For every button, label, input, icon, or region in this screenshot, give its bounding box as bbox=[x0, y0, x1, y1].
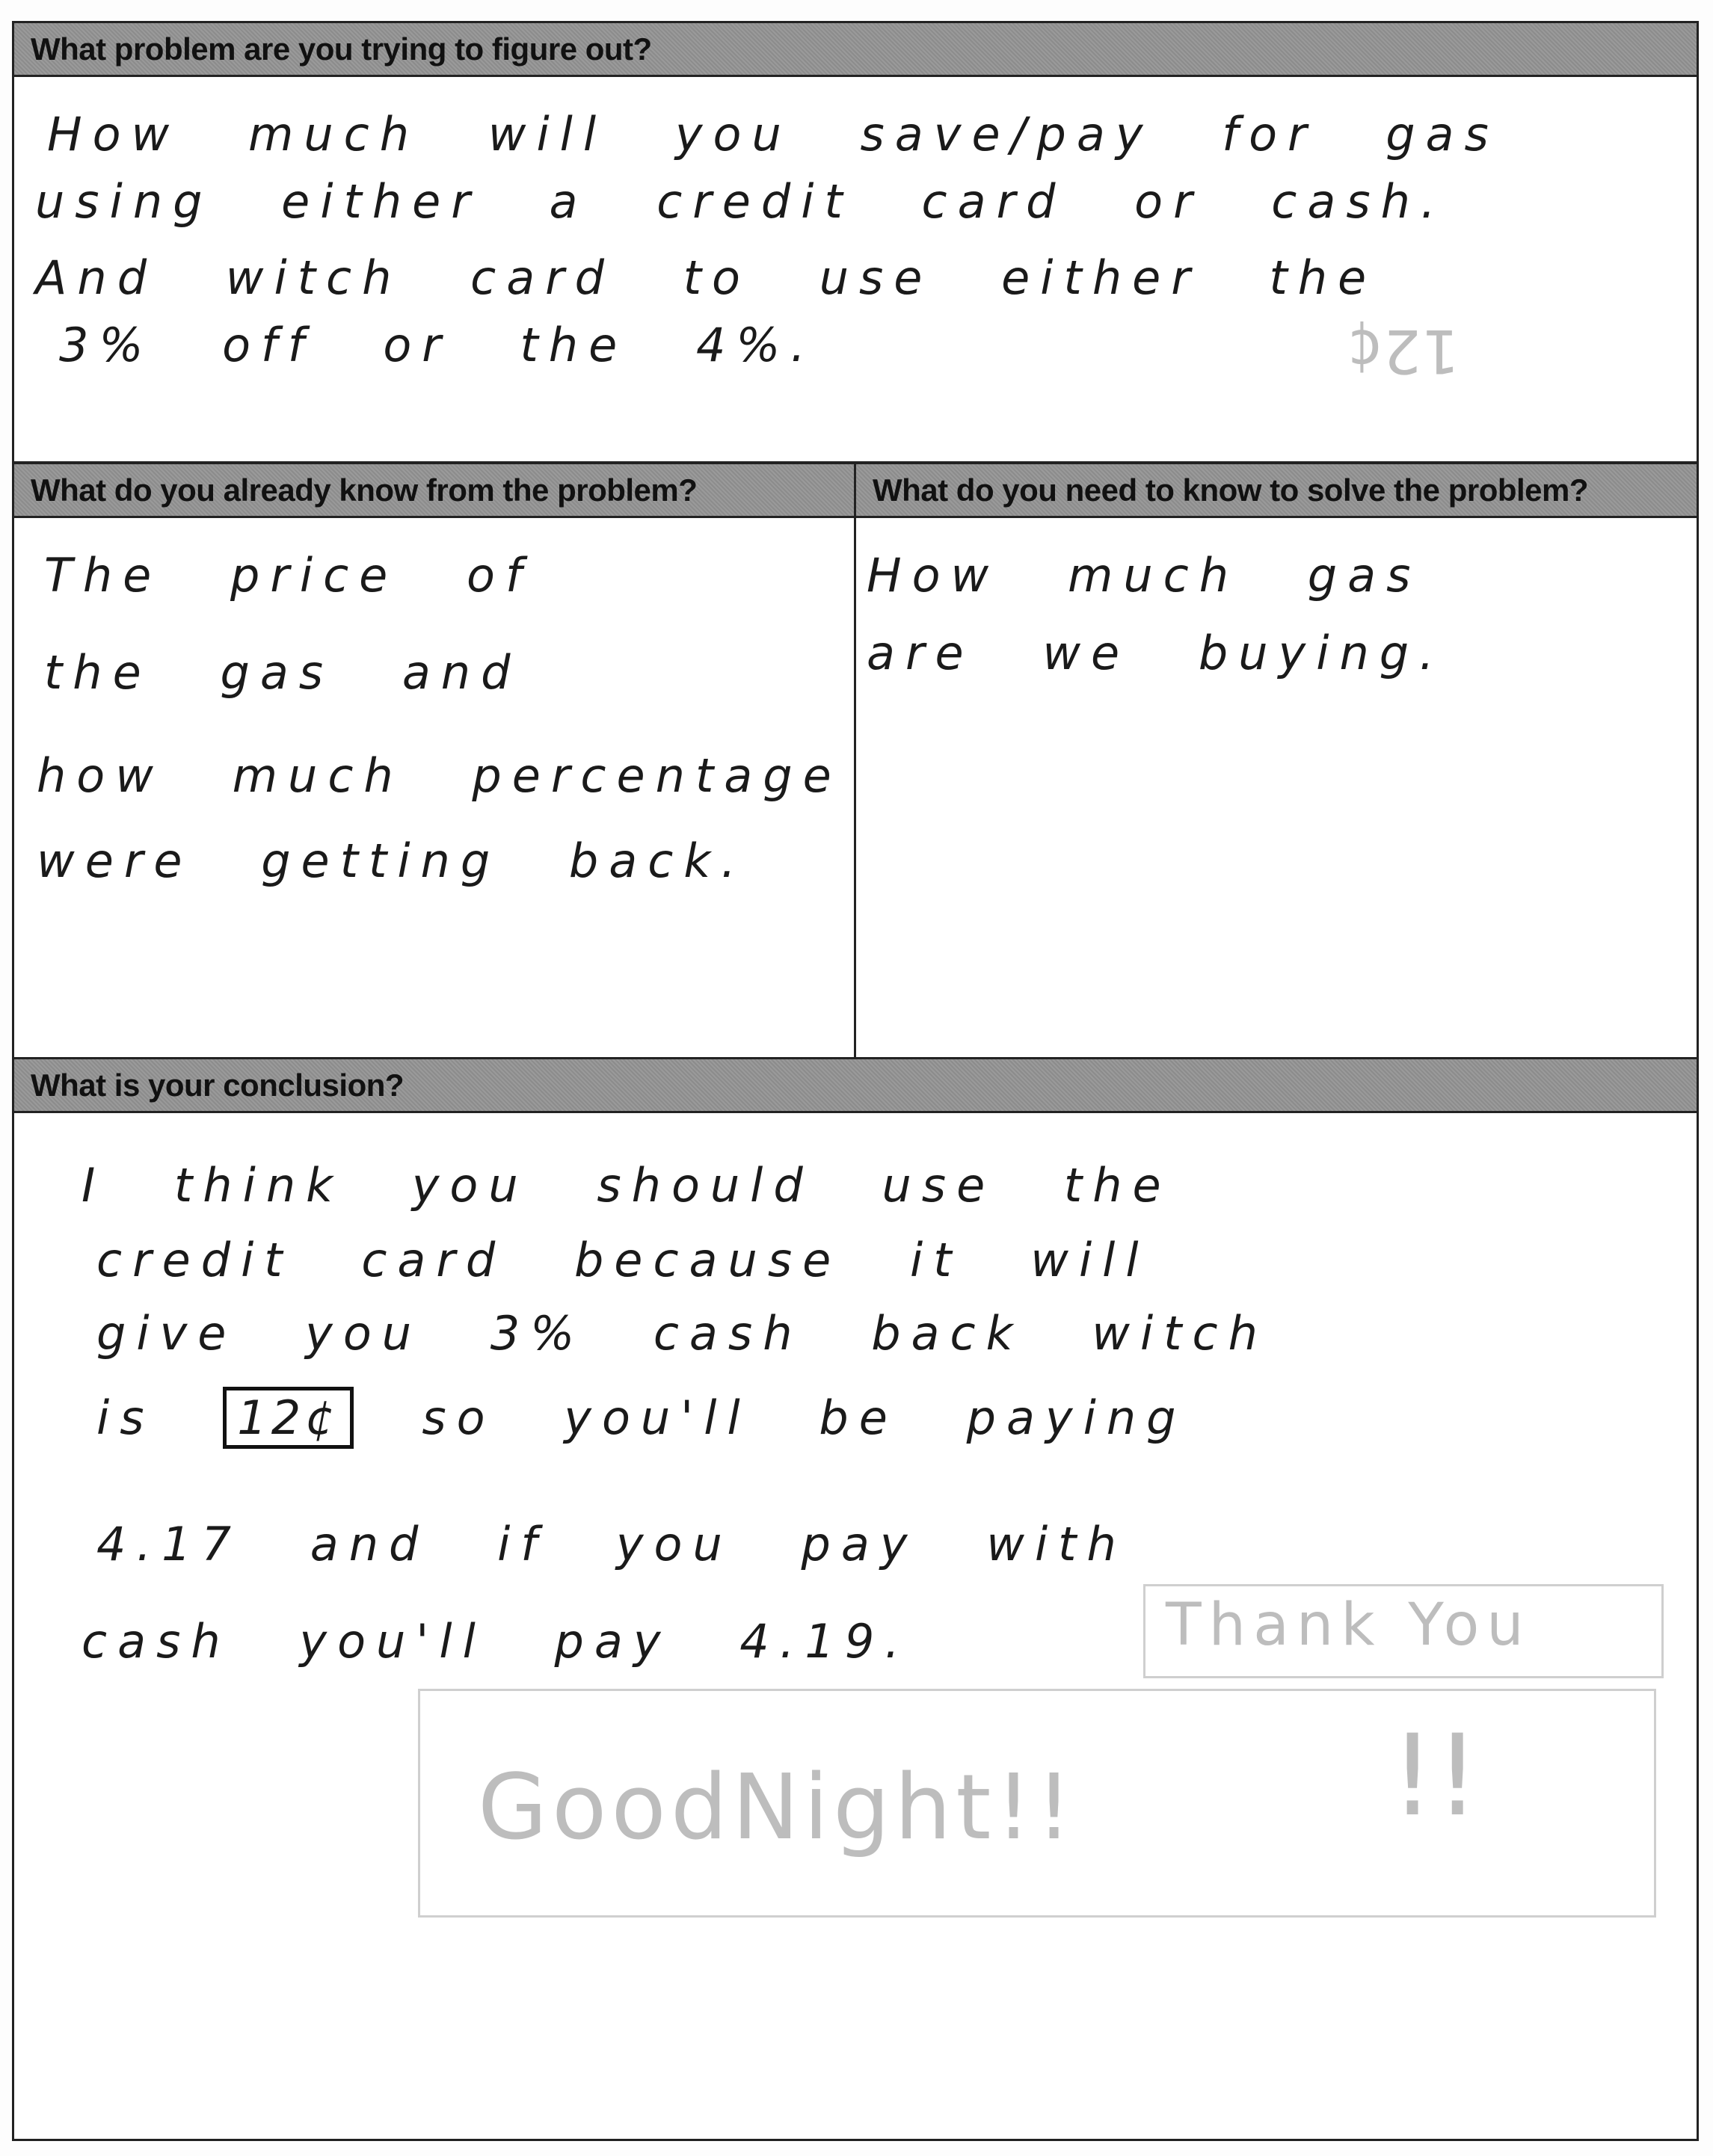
problem-header bbox=[14, 23, 1697, 77]
known-answer bbox=[14, 518, 855, 1058]
faint-thanks-text: Thank You bbox=[1166, 1592, 1531, 1659]
known-section bbox=[12, 462, 857, 1060]
conclusion-line-4-start: is bbox=[96, 1390, 155, 1445]
conclusion-header bbox=[14, 1059, 1697, 1113]
problem-header-text: What problem are you trying to figure out? bbox=[31, 31, 652, 67]
conclusion-line-1: I think you should use the bbox=[82, 1158, 1172, 1213]
need-header bbox=[856, 464, 1697, 518]
problem-faint-note: 12¢ bbox=[1345, 316, 1460, 386]
conclusion-answer bbox=[14, 1113, 1697, 2139]
conclusion-section bbox=[12, 1057, 1699, 2141]
conclusion-line-5: 4.17 and if you pay with bbox=[96, 1517, 1127, 1571]
faint-exclaim-text: !! bbox=[1390, 1711, 1480, 1841]
known-line-4: were getting back. bbox=[37, 834, 746, 888]
need-line-1: How much gas bbox=[867, 548, 1421, 603]
known-header-text: What do you already know from the problem? bbox=[31, 472, 698, 508]
known-line-3: how much percentage bbox=[37, 748, 842, 803]
conclusion-header-text: What is your conclusion? bbox=[31, 1067, 405, 1103]
problem-line-3: And witch card to use either the bbox=[35, 250, 1377, 305]
need-section bbox=[854, 462, 1699, 1060]
problem-answer bbox=[14, 77, 1697, 461]
known-line-1: The price of bbox=[44, 548, 532, 603]
conclusion-line-2: credit card because it will bbox=[96, 1233, 1149, 1287]
problem-line-1: How much will you save/pay for gas bbox=[47, 107, 1499, 161]
conclusion-line-4 bbox=[96, 1387, 1187, 1449]
problem-section bbox=[12, 21, 1699, 463]
boxed-answer: 12¢ bbox=[223, 1387, 353, 1449]
problem-line-2: using either a credit card or cash. bbox=[35, 174, 1446, 229]
faint-goodnight-text: GoodNight!! bbox=[478, 1756, 1077, 1860]
need-answer bbox=[856, 518, 1697, 1058]
conclusion-line-4-end: so you'll be paying bbox=[422, 1390, 1187, 1445]
known-header bbox=[14, 464, 855, 518]
need-header-text: What do you need to know to solve the problem? bbox=[873, 472, 1589, 508]
conclusion-line-6: cash you'll pay 4.19. bbox=[82, 1614, 911, 1669]
conclusion-line-3: give you 3% cash back witch bbox=[96, 1306, 1268, 1361]
need-line-2: are we buying. bbox=[867, 626, 1445, 680]
problem-line-4: 3% off or the 4%. bbox=[59, 318, 816, 372]
known-line-2: the gas and bbox=[44, 645, 521, 700]
